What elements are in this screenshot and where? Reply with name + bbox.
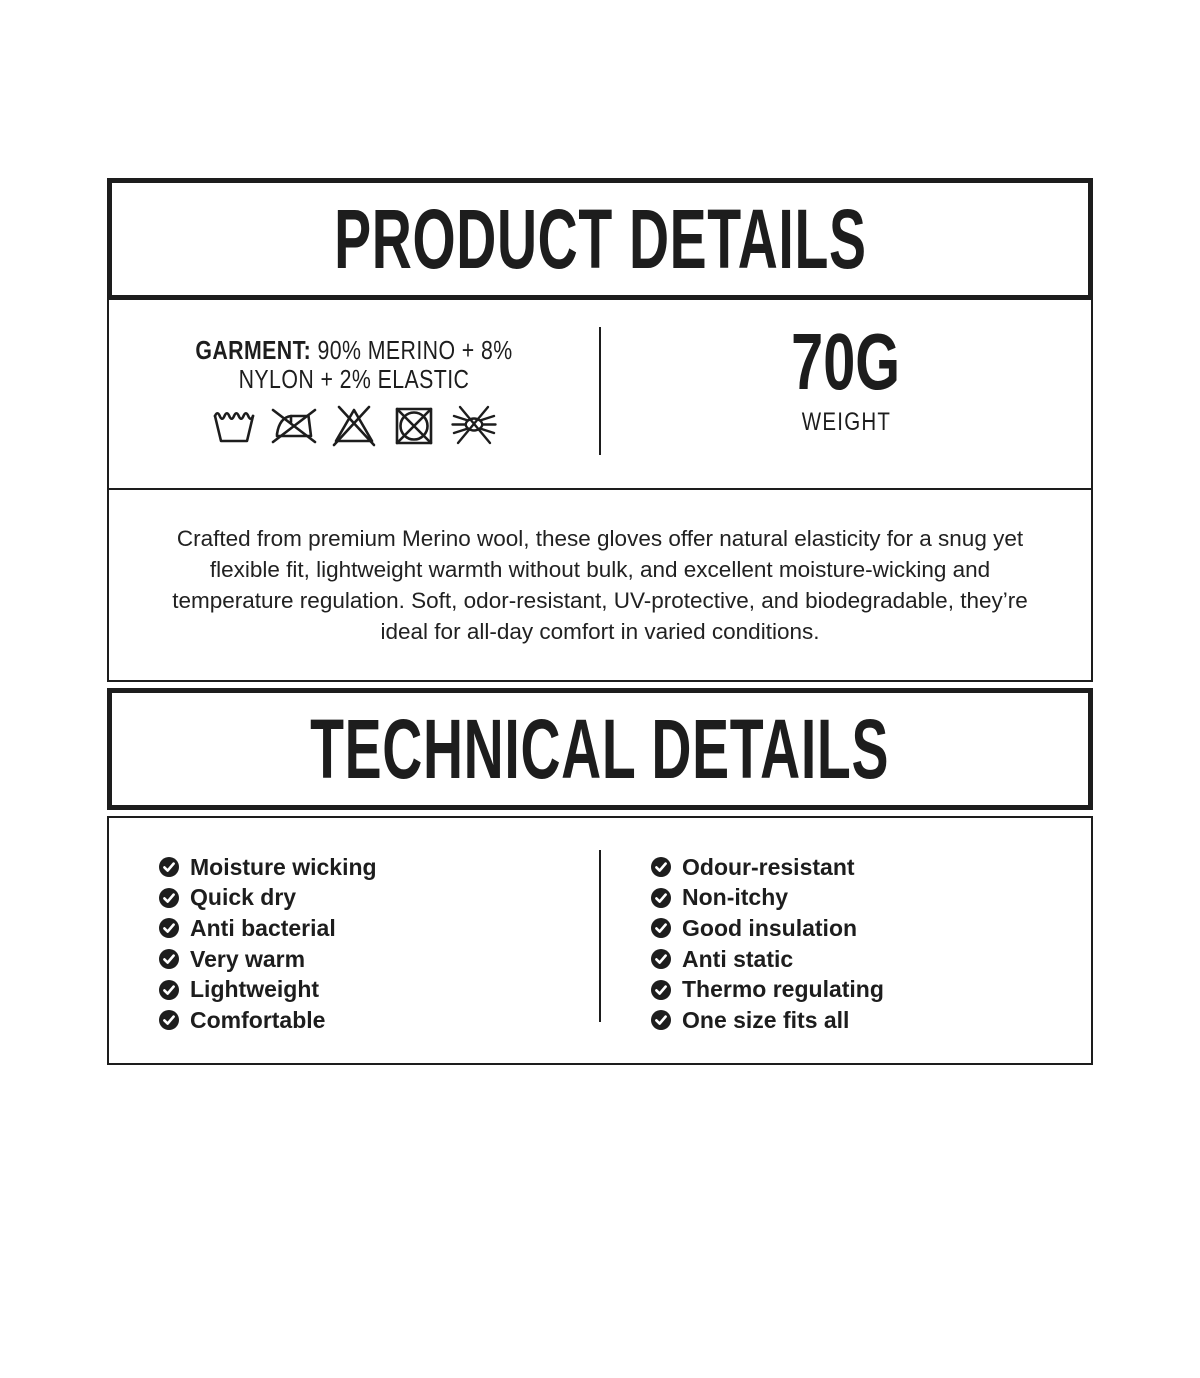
check-circle-icon	[159, 949, 179, 969]
feature-item	[651, 974, 1091, 1005]
check-circle-icon	[159, 857, 179, 877]
feature-item	[159, 852, 599, 883]
feature-list-right	[651, 852, 1091, 1036]
check-circle-icon	[651, 1010, 671, 1030]
technical-details-header	[107, 688, 1093, 810]
weight-block	[770, 317, 921, 437]
feature-item	[651, 852, 1091, 883]
feature-item	[159, 913, 599, 944]
product-card	[107, 178, 1093, 1065]
product-details-title: PRODUCT DETAILS	[333, 192, 867, 286]
check-circle-icon	[159, 888, 179, 908]
feature-label: Good insulation	[682, 914, 858, 941]
check-circle-icon	[159, 1010, 179, 1030]
feature-list-left	[159, 852, 599, 1036]
do-not-wring-icon	[450, 403, 498, 447]
description-text: Crafted from premium Merino wool, these gloves offer natural elasticity for a snug yet flexible fit, lightweight warmth without bulk, and excellent moisture-wicking and temperature regulation. Soft, odor-resistant, UV-protective, and biodegradable, they’re ideal for all-day comfort in varied conditions.	[172, 526, 1028, 644]
check-circle-icon	[651, 857, 671, 877]
features-column-right	[601, 818, 1091, 1063]
garment-composition-text: 90% MERINO + 8% NYLON + 2% ELASTIC	[238, 335, 513, 394]
feature-label: Odour-resistant	[682, 853, 855, 880]
product-details-header	[107, 178, 1093, 300]
feature-item	[159, 883, 599, 914]
weight-value: 70G	[791, 317, 901, 406]
features-column-left	[109, 818, 599, 1063]
feature-label: Comfortable	[190, 1006, 326, 1033]
feature-item	[651, 883, 1091, 914]
feature-item	[159, 944, 599, 975]
feature-label: Non-itchy	[682, 884, 789, 911]
feature-item	[159, 1005, 599, 1036]
garment-composition	[182, 336, 526, 394]
feature-label: Moisture wicking	[190, 853, 377, 880]
description-section	[107, 490, 1093, 682]
feature-label: Anti bacterial	[190, 914, 336, 941]
check-circle-icon	[159, 980, 179, 1000]
feature-item	[651, 1005, 1091, 1036]
do-not-bleach-icon	[330, 403, 378, 447]
check-circle-icon	[651, 980, 671, 1000]
check-circle-icon	[651, 888, 671, 908]
do-not-tumble-dry-icon	[390, 403, 438, 447]
feature-label: Quick dry	[190, 884, 297, 911]
feature-label: Lightweight	[190, 976, 320, 1003]
garment-cell	[109, 300, 599, 488]
feature-label: Anti static	[682, 945, 794, 972]
feature-item	[651, 944, 1091, 975]
feature-label: One size fits all	[682, 1006, 850, 1033]
feature-item	[651, 913, 1091, 944]
do-not-iron-icon	[270, 403, 318, 447]
technical-details-title: TECHNICAL DETAILS	[310, 702, 890, 796]
garment-label: GARMENT:	[195, 335, 318, 365]
feature-label: Thermo regulating	[682, 976, 884, 1003]
weight-label: WEIGHT	[801, 408, 891, 436]
garment-info-section	[107, 300, 1093, 490]
check-circle-icon	[651, 949, 671, 969]
machine-wash-icon	[210, 403, 258, 447]
weight-cell	[601, 300, 1091, 488]
features-section	[107, 816, 1093, 1065]
feature-item	[159, 974, 599, 1005]
check-circle-icon	[651, 918, 671, 938]
feature-label: Very warm	[190, 945, 306, 972]
check-circle-icon	[159, 918, 179, 938]
care-icons-row	[210, 403, 498, 447]
